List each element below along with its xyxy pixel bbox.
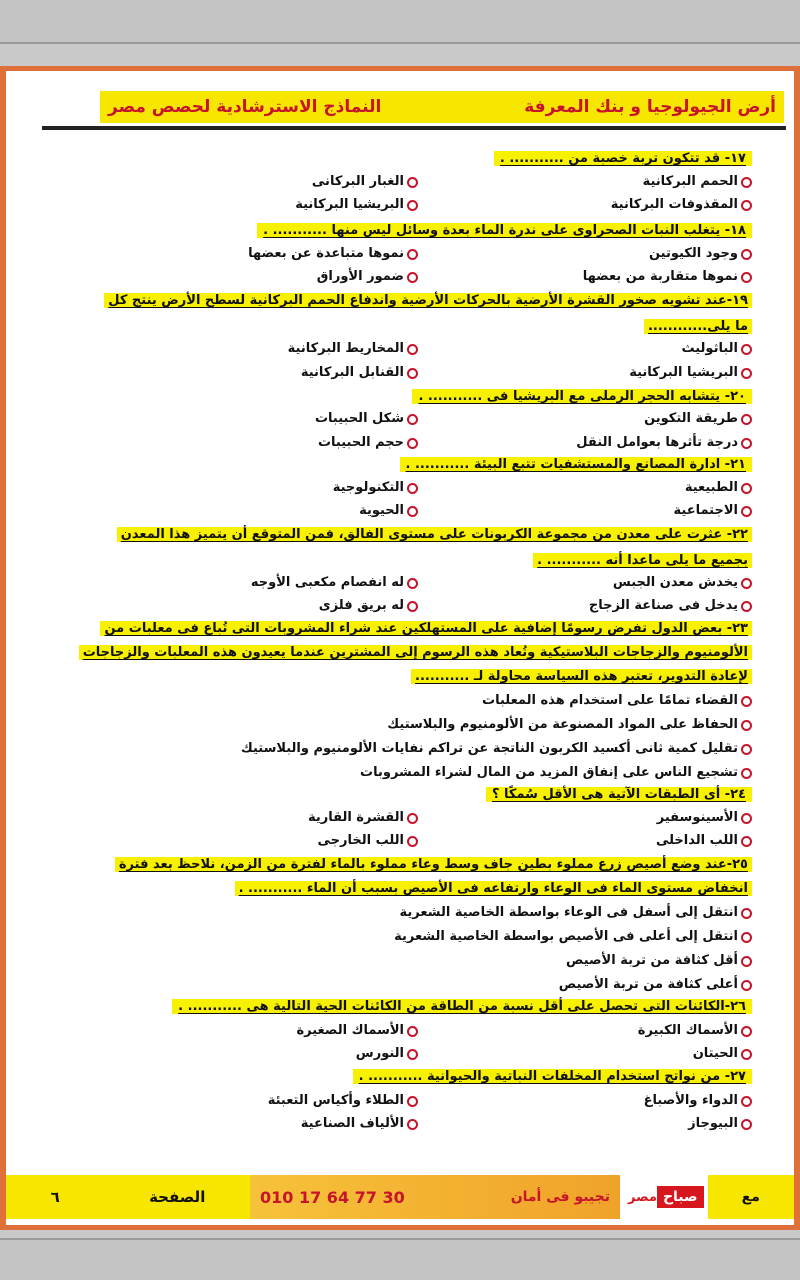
option[interactable]: الباثوليث [681,339,752,359]
radio-circle-icon[interactable] [741,1096,752,1107]
option[interactable]: الاجتماعية [674,501,752,521]
option[interactable]: القنابل البركانية [301,363,418,383]
header-left-title: النماذج الاسترشادية لحصص مصر [108,97,382,117]
radio-circle-icon[interactable] [741,1026,752,1037]
option[interactable]: له بريق فلزى [319,596,418,616]
footer-prefix-box: مع [708,1175,794,1219]
option[interactable]: البريشيا البركانية [629,363,752,383]
question-17: ١٧- قد تتكون تربة خصبة من ........... . [494,149,752,169]
footer-slogan: تجيبو فى أمان [510,1189,610,1205]
radio-circle-icon[interactable] [741,272,752,283]
viewer-bottom-bar [0,1238,800,1280]
radio-circle-icon[interactable] [407,200,418,211]
option[interactable]: الغبار البركانى [312,172,418,192]
option[interactable]: البيوجاز [688,1114,752,1134]
question-24: ٢٤- أى الطبقات الآتية هى الأقل سُمكًا ؟ [486,785,752,805]
question-23-cont: الألومنيوم والزجاجات البلاستيكية وتُعاد هذه الرسوم إلى المشترين عندما يعيدون هذه المعلبات والزجاجات [79,643,752,663]
radio-circle-icon[interactable] [407,1026,418,1037]
radio-circle-icon[interactable] [741,368,752,379]
header-right-title: أرض الجيولوجيا و بنك المعرفة [524,97,776,117]
radio-circle-icon[interactable] [741,980,752,991]
option[interactable]: تقليل كمية ثانى أكسيد الكربون الناتجة عن تراكم نفايات الألومنيوم والبلاستيك [241,739,752,759]
question-18: ١٨- يتغلب النبات الصحراوى على ندرة الماء بعدة وسائل ليس منها ........... . [257,221,752,241]
radio-circle-icon[interactable] [741,414,752,425]
page-number: ٦ [50,1188,60,1206]
radio-circle-icon[interactable] [741,177,752,188]
option[interactable]: نموها متقاربة من بعضها [583,267,752,287]
option[interactable]: وجود الكيوتين [649,244,752,264]
radio-circle-icon[interactable] [741,344,752,355]
radio-circle-icon[interactable] [741,483,752,494]
radio-circle-icon[interactable] [407,1119,418,1130]
option[interactable]: النورس [356,1044,418,1064]
option[interactable]: درجة تأثرها بعوامل النقل [576,433,752,453]
question-23-cont2: لإعادة التدوير، تعتبر هذه السياسة محاولة لـ ........... [411,667,752,687]
option[interactable]: الحيوية [359,501,418,521]
option[interactable]: أقل كثافة من تربة الأصيص [566,951,752,971]
footer-contact-box [250,1175,620,1219]
radio-circle-icon[interactable] [407,836,418,847]
radio-circle-icon[interactable] [407,368,418,379]
option[interactable]: له انفصام مكعبى الأوجه [251,573,418,593]
option[interactable]: ضمور الأوراق [317,267,418,287]
radio-circle-icon[interactable] [741,578,752,589]
option[interactable]: نموها متباعدة عن بعضها [248,244,418,264]
option[interactable]: المخاريط البركانية [288,339,418,359]
option[interactable]: الطلاء وأكياس التعبئة [268,1091,418,1111]
radio-circle-icon[interactable] [407,578,418,589]
option[interactable]: يدخل فى صناعة الزجاج [589,596,752,616]
exam-page [0,66,800,1230]
viewer-top-bar [0,0,800,44]
option[interactable]: الأسينوسفير [657,808,752,828]
question-25: ٢٥-عند وضع أصيص زرع مملوء بطين جاف وسط وعاء مملوء بالماء لفترة من الزمن، نلاحظ بعد فترة [115,855,752,875]
question-19-cont: ما يلى............ [644,317,752,337]
radio-circle-icon[interactable] [741,932,752,943]
radio-circle-icon[interactable] [407,813,418,824]
option[interactable]: البريشيا البركانية [295,195,418,215]
option[interactable]: الأسماك الكبيرة [638,1021,752,1041]
radio-circle-icon[interactable] [741,249,752,260]
footer-page-box [6,1175,250,1219]
option[interactable]: تشجيع الناس على إنفاق المزيد من المال لشراء المشروبات [360,763,752,783]
radio-circle-icon[interactable] [407,272,418,283]
option[interactable]: شكل الحبيبات [315,409,418,429]
radio-circle-icon[interactable] [407,438,418,449]
radio-circle-icon[interactable] [407,506,418,517]
radio-circle-icon[interactable] [741,956,752,967]
question-22-cont: بجميع ما يلى ماعدا أنه ........... . [533,551,752,571]
radio-circle-icon[interactable] [741,744,752,755]
radio-circle-icon[interactable] [741,696,752,707]
question-20: ٢٠- يتشابه الحجر الرملى مع البريشيا فى ........... . [412,387,752,407]
radio-circle-icon[interactable] [741,506,752,517]
question-23: ٢٣- بعض الدول تفرض رسومًا إضافية على المستهلكين عند شراء المشروبات التى تُباع فى معلبات من [100,619,752,639]
question-21: ٢١- ادارة المصانع والمستشفيات تتبع البيئة ........... . [400,455,752,475]
phone-number: 010 17 64 77 30 [260,1187,405,1207]
question-19: ١٩-عند تشويه صخور القشرة الأرضية بالحركات الأرضية واندفاع الحمم البركانية لسطح الأرض ينتج كل [104,291,752,311]
question-22: ٢٢- عثرت على معدن من مجموعة الكربونات على مستوى الفالق، فمن المتوقع أن يتميز هذا المعدن [117,525,752,545]
radio-circle-icon[interactable] [741,720,752,731]
option[interactable]: القشرة القارية [308,808,418,828]
option[interactable]: اللب الداخلى [656,831,752,851]
option[interactable]: الأسماك الصغيرة [296,1021,418,1041]
option[interactable]: التكنولوجية [333,478,418,498]
page-footer [6,1175,794,1219]
option[interactable]: يخدش معدن الجبس [613,573,752,593]
option[interactable]: طريقة التكوين [644,409,752,429]
radio-circle-icon[interactable] [407,483,418,494]
radio-circle-icon[interactable] [741,1119,752,1130]
option[interactable]: الحمم البركانية [643,172,752,192]
radio-circle-icon[interactable] [741,1049,752,1060]
option[interactable]: المقذوفات البركانية [611,195,752,215]
option[interactable]: أعلى كثافة من تربة الأصيص [559,975,752,995]
radio-circle-icon[interactable] [741,200,752,211]
radio-circle-icon[interactable] [741,768,752,779]
question-25-cont: انخفاض مستوى الماء فى الوعاء وارتفاعه فى الأصيص بسبب أن الماء ........... . [235,879,752,899]
radio-circle-icon[interactable] [407,601,418,612]
radio-circle-icon[interactable] [741,813,752,824]
option[interactable]: الدواء والأصباغ [644,1091,752,1111]
header-divider [42,126,786,130]
option[interactable]: حجم الحبيبات [318,433,418,453]
radio-circle-icon[interactable] [741,836,752,847]
page-header [100,91,784,123]
radio-circle-icon[interactable] [407,177,418,188]
radio-circle-icon[interactable] [741,908,752,919]
option[interactable]: اللب الخارجى [317,831,418,851]
question-27: ٢٧- من نواتج استخدام المخلفات النباتية والحيوانية ........... . [353,1067,752,1087]
option[interactable]: القضاء تمامًا على استخدام هذه المعلبات [482,691,752,711]
option[interactable]: الطبيعية [685,478,752,498]
radio-circle-icon[interactable] [407,1049,418,1060]
radio-circle-icon[interactable] [741,601,752,612]
radio-circle-icon[interactable] [407,249,418,260]
option[interactable]: انتقل إلى أسفل فى الوعاء بواسطة الخاصية الشعرية [400,903,752,923]
radio-circle-icon[interactable] [741,438,752,449]
option[interactable]: انتقل إلى أعلى فى الأصيص بواسطة الخاصية الشعرية [394,927,752,947]
page-label: الصفحة [149,1188,206,1206]
question-26: ٢٦-الكائنات التى تحصل على أقل نسبة من الطاقة من الكائنات الحية التالية هى ........... . [172,997,752,1017]
option[interactable]: الحفاظ على المواد المصنوعة من الألومنيوم والبلاستيك [387,715,752,735]
radio-circle-icon[interactable] [407,1096,418,1107]
option[interactable]: الحيتان [693,1044,752,1064]
radio-circle-icon[interactable] [407,414,418,425]
radio-circle-icon[interactable] [407,344,418,355]
option[interactable]: الألياف الصناعية [301,1114,418,1134]
watermark-logo: مصر صباح [620,1183,708,1211]
